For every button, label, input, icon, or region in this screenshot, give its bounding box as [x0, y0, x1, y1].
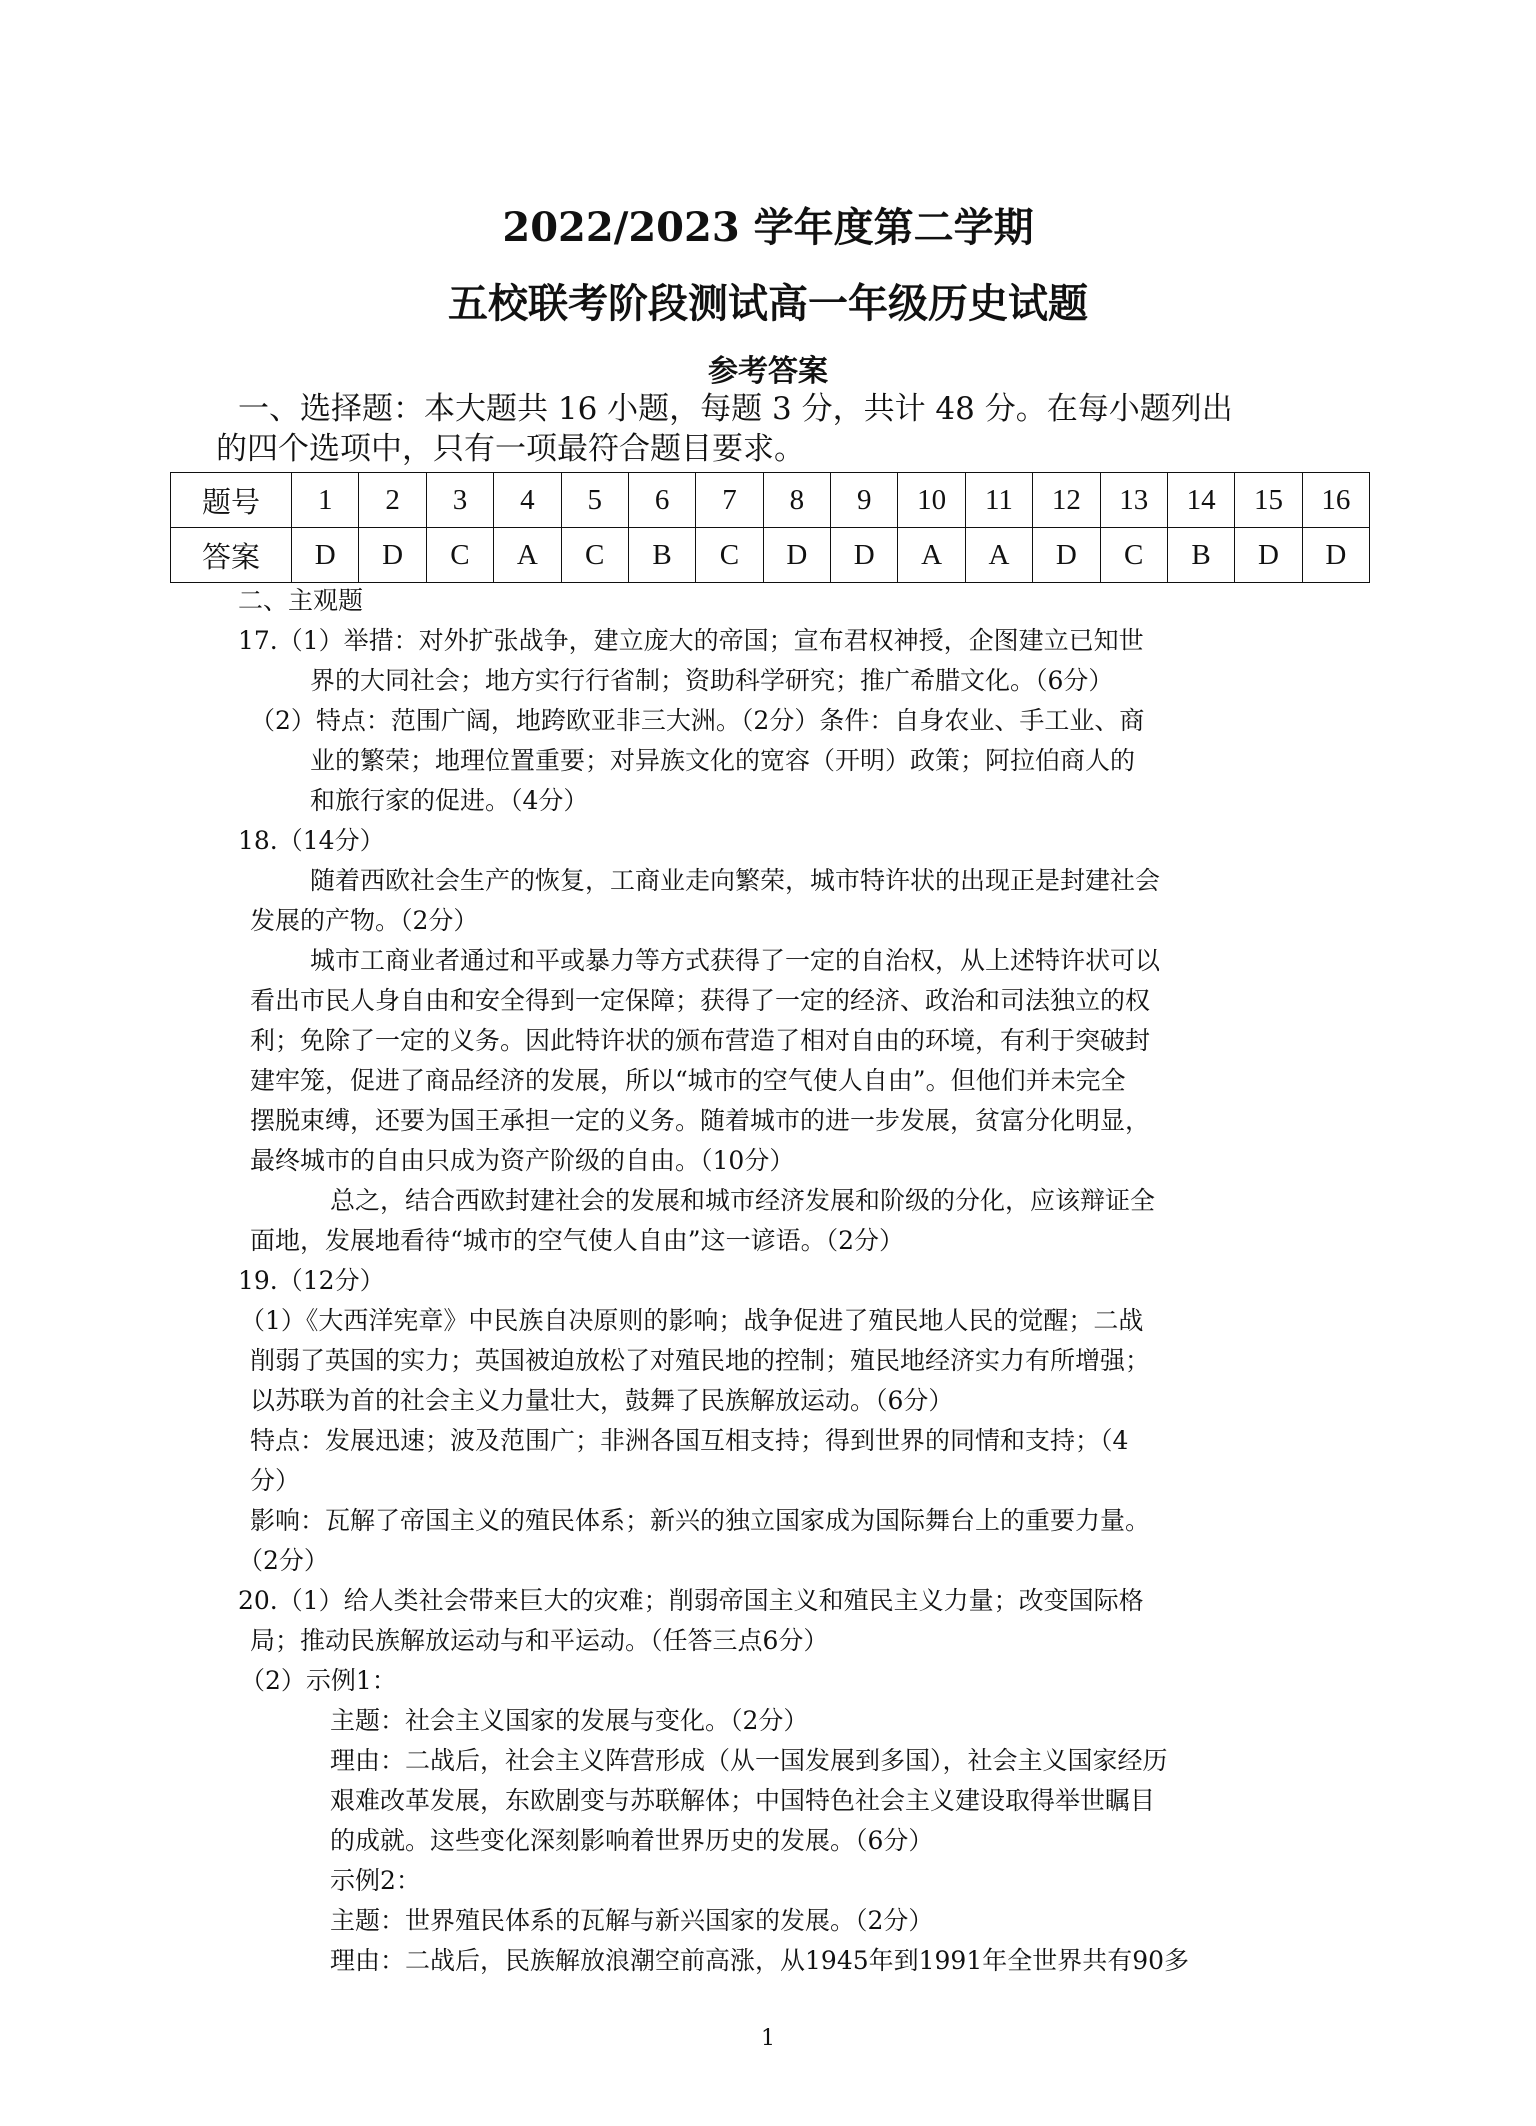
question-number: 16: [1302, 473, 1369, 528]
section2-heading: 二、主观题: [238, 586, 364, 615]
row-label-number: 题号: [171, 473, 292, 528]
answer-cell: C: [561, 528, 628, 583]
body-line: 19.（12分）: [238, 1266, 385, 1295]
question-number: 9: [831, 473, 898, 528]
body-line: 影响：瓦解了帝国主义的殖民体系；新兴的独立国家成为国际舞台上的重要力量。: [250, 1506, 1151, 1535]
body-line: 的成就。这些变化深刻影响着世界历史的发展。（6分）: [330, 1826, 934, 1855]
answer-cell: D: [1302, 528, 1369, 583]
answer-cell: C: [696, 528, 763, 583]
body-line: 最终城市的自由只成为资产阶级的自由。（10分）: [250, 1146, 795, 1175]
body-line: 18.（14分）: [238, 826, 385, 855]
answer-cell: D: [292, 528, 359, 583]
table-row-numbers: [171, 473, 1370, 528]
body-line: 理由：二战后，社会主义阵营形成（从一国发展到多国），社会主义国家经历: [330, 1746, 1168, 1775]
body-line: （1）《大西洋宪章》中民族自决原则的影响；战争促进了殖民地人民的觉醒；二战: [240, 1306, 1144, 1335]
question-number: 13: [1100, 473, 1167, 528]
body-line: 发展的产物。（2分）: [250, 906, 479, 935]
body-line: 面地，发展地看待“城市的空气使人自由”这一谚语。（2分）: [250, 1226, 904, 1255]
question-number: 1: [292, 473, 359, 528]
answer-table: [170, 472, 1370, 583]
answer-cell: A: [898, 528, 965, 583]
body-line: 20.（1）给人类社会带来巨大的灾难；削弱帝国主义和殖民主义力量；改变国际格: [238, 1586, 1144, 1615]
body-line: 特点：发展迅速；波及范围广；非洲各国互相支持；得到世界的同情和支持；（4: [250, 1426, 1129, 1455]
body-line: 主题：世界殖民体系的瓦解与新兴国家的发展。（2分）: [330, 1906, 934, 1935]
answer-cell: A: [965, 528, 1032, 583]
body-line: 主题：社会主义国家的发展与变化。（2分）: [330, 1706, 809, 1735]
answer-cell: A: [494, 528, 561, 583]
row-label-answer: 答案: [171, 528, 292, 583]
answer-cell: B: [1167, 528, 1234, 583]
section1-intro-line-2: 的四个选项中，只有一项最符合题目要求。: [216, 431, 805, 467]
question-number: 12: [1033, 473, 1100, 528]
body-line: 随着西欧社会生产的恢复，工商业走向繁荣，城市特许状的出现正是封建社会: [310, 866, 1161, 895]
answer-cell: C: [1100, 528, 1167, 583]
body-line: 局；推动民族解放运动与和平运动。（任答三点6分）: [250, 1626, 829, 1655]
question-number: 3: [426, 473, 493, 528]
answer-cell: D: [763, 528, 830, 583]
page-number: 1: [761, 2026, 775, 2051]
question-number: 2: [359, 473, 426, 528]
body-line: 看出市民人身自由和安全得到一定保障；获得了一定的经济、政治和司法独立的权: [250, 986, 1151, 1015]
question-number: 10: [898, 473, 965, 528]
question-number: 15: [1235, 473, 1302, 528]
answer-cell: D: [359, 528, 426, 583]
body-line: 理由：二战后，民族解放浪潮空前高涨，从1945年到1991年全世界共有90多: [330, 1946, 1190, 1975]
body-line: 摆脱束缚，还要为国王承担一定的义务。随着城市的进一步发展，贫富分化明显，: [250, 1106, 1151, 1135]
table-row-answers: [171, 528, 1370, 583]
question-number: 4: [494, 473, 561, 528]
section1-intro-line-1: 一、选择题：本大题共 16 小题，每题 3 分，共计 48 分。在每小题列出: [238, 391, 1233, 427]
question-number: 7: [696, 473, 763, 528]
body-line: 17.（1）举措：对外扩张战争，建立庞大的帝国；宣布君权神授，企图建立已知世: [238, 626, 1144, 655]
question-number: 6: [628, 473, 695, 528]
body-line: 和旅行家的促进。（4分）: [310, 786, 589, 815]
body-line: 总之，结合西欧封建社会的发展和城市经济发展和阶级的分化，应该辩证全: [330, 1186, 1156, 1215]
body-line: 示例2：: [330, 1866, 421, 1895]
body-line: 城市工商业者通过和平或暴力等方式获得了一定的自治权，从上述特许状可以: [310, 946, 1161, 975]
body-line: 业的繁荣；地理位置重要；对异族文化的宽容（开明）政策；阿拉伯商人的: [310, 746, 1136, 775]
question-number: 11: [965, 473, 1032, 528]
title-line-2: 五校联考阶段测试高一年级历史试题: [448, 280, 1088, 327]
body-line: 建牢笼，促进了商品经济的发展，所以“城市的空气使人自由”。但他们并未完全: [250, 1066, 1126, 1095]
answer-cell: B: [628, 528, 695, 583]
question-number: 8: [763, 473, 830, 528]
question-number: 14: [1167, 473, 1234, 528]
title-line-1: 2022/2023 学年度第二学期: [502, 204, 1034, 251]
answer-cell: D: [831, 528, 898, 583]
body-line: 利；免除了一定的义务。因此特许状的颁布营造了相对自由的环境，有利于突破封: [250, 1026, 1151, 1055]
body-line: （2）特点：范围广阔，地跨欧亚非三大洲。（2分）条件：自身农业、手工业、商: [250, 706, 1145, 735]
body-line: 艰难改革发展，东欧剧变与苏联解体；中国特色社会主义建设取得举世瞩目: [330, 1786, 1156, 1815]
body-line: 削弱了英国的实力；英国被迫放松了对殖民地的控制；殖民地经济实力有所增强；: [250, 1346, 1151, 1375]
answer-cell: D: [1235, 528, 1302, 583]
body-line: 分）: [250, 1466, 301, 1495]
answer-cell: D: [1033, 528, 1100, 583]
body-line: 界的大同社会；地方实行行省制；资助科学研究；推广希腊文化。（6分）: [310, 666, 1114, 695]
answer-cell: C: [426, 528, 493, 583]
body-line: （2）示例1：: [240, 1666, 397, 1695]
question-number: 5: [561, 473, 628, 528]
answer-key-subtitle: 参考答案: [708, 354, 828, 389]
body-line: 以苏联为首的社会主义力量壮大，鼓舞了民族解放运动。（6分）: [250, 1386, 954, 1415]
body-line: （2分）: [238, 1546, 329, 1575]
